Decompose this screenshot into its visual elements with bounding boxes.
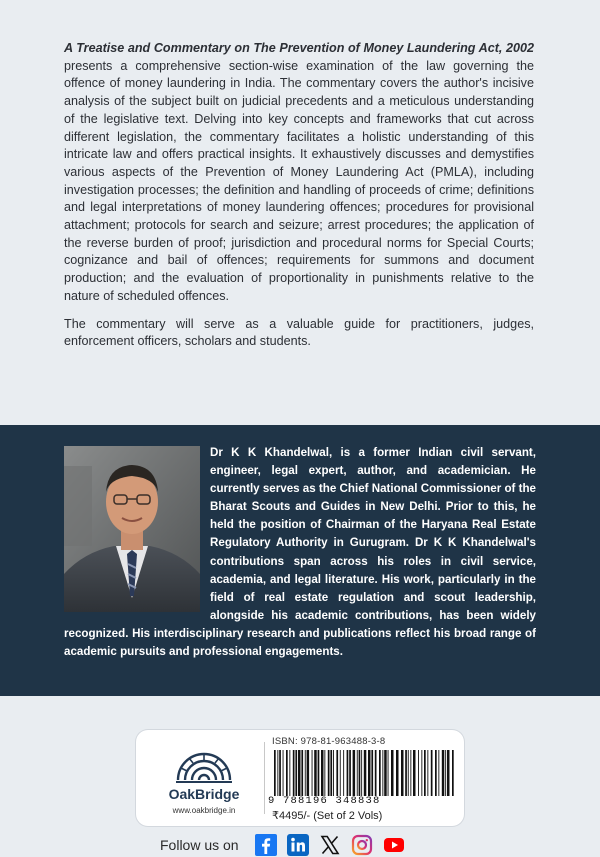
publisher-name: OakBridge <box>168 786 240 802</box>
price-label: ₹4495/- (Set of 2 Vols) <box>272 810 383 822</box>
description-paragraph-1 <box>64 40 534 306</box>
author-photo <box>64 446 200 612</box>
facebook-icon[interactable] <box>255 834 277 856</box>
linkedin-icon[interactable] <box>287 834 309 856</box>
barcode <box>272 750 458 796</box>
publisher-url[interactable]: www.oakbridge.in <box>172 806 236 815</box>
author-bio-text: Dr K K Khandelwal, is a former Indian civil servant, engineer, legal expert, author, and academician. He currently serves as the Chief National Commissioner of the Bharat Scouts and Guides in New Delhi. Prior to this, he held the position of Chairman of the Haryana Real Estate Regulatory Authority in Gurugram. Dr K K Khandelwal's contributions span across his roles in civil service, academia, and legal literature. His work, particularly in the field of real estate regulation and scout leadership, alongside his academic contributions, has been widely recognized. His interdisciplinary research and publications reflect his broad range of academic pursuits and professional engagements. <box>64 446 537 659</box>
publisher-info-card <box>136 730 464 826</box>
book-description <box>64 40 534 361</box>
barcode-number: 9 788196 348838 <box>268 795 381 807</box>
oak-tree-icon <box>154 738 254 788</box>
publisher-logo[interactable] <box>154 738 254 822</box>
social-links <box>160 833 405 857</box>
description-paragraph-2: The commentary will serve as a valuable guide for practitioners, judges, enforcement officers, scholars and students. <box>64 316 534 349</box>
author-section <box>0 425 600 696</box>
book-title: A Treatise and Commentary on The Prevention of Money Laundering Act, 2002 <box>64 41 534 55</box>
x-icon[interactable] <box>319 834 341 856</box>
instagram-icon[interactable] <box>351 834 373 856</box>
follow-us-label: Follow us on <box>160 837 239 853</box>
card-divider <box>264 742 265 814</box>
youtube-icon[interactable] <box>383 834 405 856</box>
isbn-label: ISBN: 978-81-963488-3-8 <box>272 736 386 747</box>
description-text: presents a comprehensive section-wise examination of the law governing the offence of money laundering in India. The commentary covers the author's incisive analysis of the subject built on judicial precedents and a meticulous understanding of the legislative text. Delving into key concepts and frameworks that cut across different legislation, the commentary facilitates a holistic understanding of this intricate law and offers practical insights. It exhaustively discusses and demystifies various aspects of the Prevention of Money Laundering Act (PMLA), including investigation processes; the definition and handling of proceeds of crime; definitions and legal interpretations of money laundering offences; procedures for provisional attachment; protocols for search and seizure; arrest procedures; the application of the reverse burden of proof; jurisdiction and procedural norms for Special Courts; cognizance and bail of offences; requirements for summons and document production; and the evaluation of proportionality in punishments relative to the nature of scheduled offences. <box>64 58 534 303</box>
